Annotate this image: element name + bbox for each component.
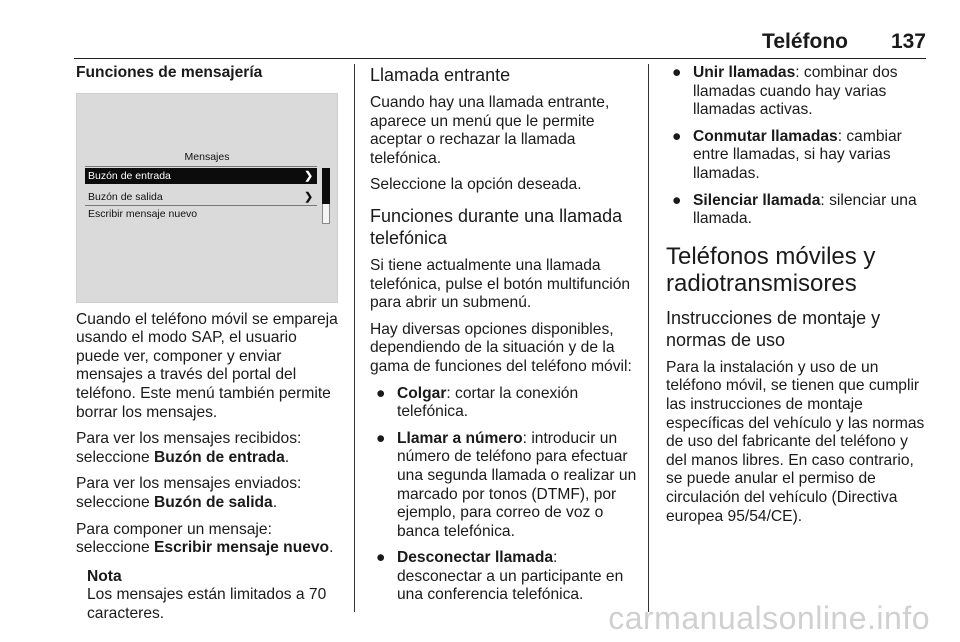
list-item: ● Unir llamadas: combinar dos llamadas cuando hay varias llamadas activas. <box>672 64 898 119</box>
section-heading-mobile-phones: Teléfonos móviles y radiotransmisores <box>666 242 876 297</box>
screen-scrollbar-thumb <box>322 168 330 204</box>
watermark: carmanualsonline.info <box>608 600 930 636</box>
paragraph-incoming-call: Cuando hay una llamada entrante, aparece un menú que le permite aceptar o rechazar la llamada telefónica. <box>370 94 610 167</box>
paragraph-inbox: Para ver los mensajes recibidos: seleccione Buzón de entrada. <box>76 430 302 466</box>
note-title: Nota <box>87 567 122 585</box>
bullet-icon: ● <box>672 64 682 81</box>
page-title: Teléfono <box>762 30 848 53</box>
bullet-icon: ● <box>672 127 682 145</box>
page-header <box>74 30 926 58</box>
column-2 <box>370 64 638 605</box>
call-options-list <box>370 385 638 606</box>
screen-divider <box>85 166 317 167</box>
list-item: ● Conmutar llamadas: cambiar entre llamadas, si hay varias llamadas. <box>672 127 902 182</box>
screen-menu-item-outbox <box>85 189 317 205</box>
list-item: ● Desconectar llamada: desconectar a un participante en una conferencia telefónica. <box>376 549 624 604</box>
chevron-right-icon: ❯ <box>304 169 313 182</box>
messages-screen-image <box>76 93 338 303</box>
paragraph-installation: Para la instalación y uso de un teléfono móvil, se tienen que cumplir las instrucciones de montaje específicas del vehículo y las normas de uso del fabricante del teléfono y del manos libres. En caso contrario, se puede anular el permiso de circulación del vehículo (Directiva europea 95/54/CE). <box>666 358 925 525</box>
note-box <box>76 568 340 624</box>
column-1 <box>76 64 340 624</box>
paragraph-options: Hay diversas opciones disponibles, dependiendo de la situación y de la gama de funciones del teléfono móvil: <box>370 320 632 375</box>
page-number: 137 <box>890 30 926 53</box>
term-outbox: Buzón de salida <box>154 493 273 511</box>
screen-title: Mensajes <box>184 150 230 163</box>
call-options-list-continued <box>666 64 928 229</box>
screen-menu-item-label: Escribir mensaje nuevo <box>88 207 198 220</box>
paragraph-outbox: Para ver los mensajes enviados: seleccione Buzón de salida. <box>76 475 302 511</box>
bullet-icon: ● <box>672 191 682 209</box>
bullet-icon: ● <box>376 429 386 447</box>
section-heading-installation: Instrucciones de montaje y normas de uso <box>666 307 881 350</box>
paragraph-sap-mode: Cuando el teléfono móvil se empareja usando el modo SAP, el usuario puede ver, componer y enviar mensajes a través del portal del teléfono. Este menú también permite borrar los mensajes. <box>76 310 338 421</box>
list-item: ● Llamar a número: introducir un número de teléfono para efectuar una segunda llamada o realizar un marcado por tonos (DTMF), por ejemplo, para correo de voz o banca telefónica. <box>376 429 637 540</box>
header-rule <box>74 58 926 59</box>
list-item: ● Silenciar llamada: silenciar una llamada. <box>672 191 917 228</box>
screen-menu-item-label: Buzón de entrada <box>88 169 171 182</box>
column-3 <box>666 64 928 526</box>
column-divider-2 <box>648 64 649 612</box>
paragraph-new-message: Para componer un mensaje: seleccione Escribir mensaje nuevo. <box>76 520 334 557</box>
bullet-icon: ● <box>376 549 386 567</box>
section-heading-incoming-call: Llamada entrante <box>370 65 511 85</box>
paragraph-select-option: Seleccione la opción deseada. <box>370 176 582 194</box>
screen-menu-item-inbox <box>85 168 317 184</box>
chevron-right-icon: ❯ <box>304 190 313 203</box>
term-new-message: Escribir mensaje nuevo <box>154 539 330 557</box>
list-item: ● Colgar: cortar la conexión telefónica. <box>376 384 579 421</box>
screen-menu-item-label: Buzón de salida <box>88 190 163 203</box>
section-heading-call-functions: Funciones durante una llamada telefónica <box>370 205 623 248</box>
column-divider-1 <box>354 64 355 612</box>
bullet-icon: ● <box>376 384 386 402</box>
note-text: Los mensajes están limitados a 70 caracteres. <box>87 586 327 622</box>
section-heading-messaging: Funciones de mensajería <box>76 64 263 81</box>
term-inbox: Buzón de entrada <box>154 448 285 466</box>
screen-menu-item-new-message <box>85 206 317 222</box>
paragraph-multifunction: Si tiene actualmente una llamada telefónica, pulse el botón multifunción para abrir un submenú. <box>370 256 631 312</box>
